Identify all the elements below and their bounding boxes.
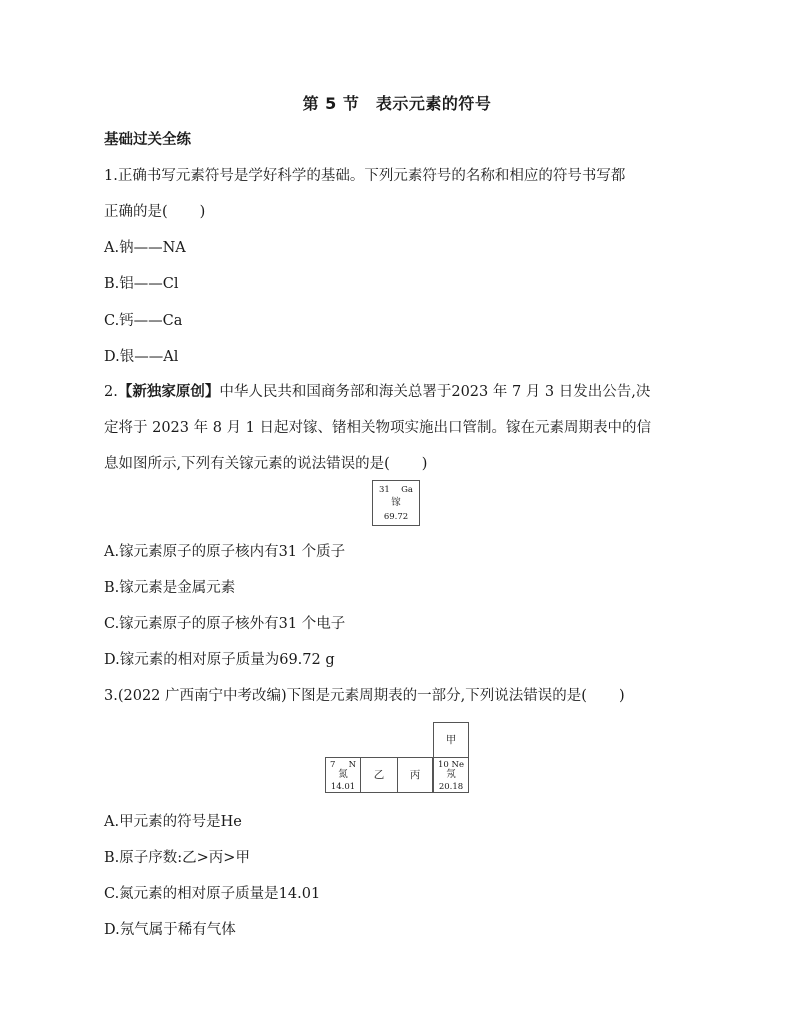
q2-stem-line2: 定将于 2023 年 8 月 1 日起对镓、锗相关物项实施出口管制。镓在元素周期表中的信 [104,420,652,436]
table-cell-yi [360,757,398,793]
q2-number: 2. [104,384,118,400]
q1-stem-line2 [104,200,205,221]
q2-option-c: C.镓元素原子的原子核外有31 个电子 [104,616,346,632]
q2-stem-close: ) [421,456,428,472]
q1-option-d: D.银——Al [104,349,179,365]
q3-option-b: B.原子序数:乙>丙>甲 [104,850,250,866]
q3-option-a: A.甲元素的符号是He [104,814,242,830]
ga-name: 镓 [391,497,401,508]
q1-stem-line1: 1.正确书写元素符号是学好科学的基础。下列元素符号的名称和相应的符号书写都 [104,168,626,184]
q1-stem-close: ) [199,204,206,220]
q3-stem-close: ) [618,688,625,704]
q3-stem [104,684,625,705]
q1-stem-text: 正确的是( [104,204,168,220]
page-title: 第 5 节 表示元素的符号 [302,94,492,113]
table-cell-jia [433,722,469,758]
q3-option-d: D.氖气属于稀有气体 [104,922,236,938]
ne-mass: 20.18 [438,782,464,792]
n-mass: 14.01 [330,782,356,792]
ne-atomic-number: 10 [438,760,449,770]
section-heading: 基础过关全练 [104,132,191,148]
ne-name: 氖 [446,769,456,780]
table-cell-nitrogen [325,757,361,793]
q2-stem-text: 息如图所示,下列有关镓元素的说法错误的是( [104,456,390,472]
ga-symbol: Ga [401,485,413,495]
q2-option-d: D.镓元素的相对原子质量为69.72 g [104,652,335,668]
q2-option-a: A.镓元素原子的原子核内有31 个质子 [104,544,346,560]
q2-option-b: B.镓元素是金属元素 [104,580,236,596]
ga-mass: 69.72 [383,512,409,522]
q1-option-a: A.钠——NA [104,240,186,256]
q3-stem-text: 3.(2022 广西南宁中考改编)下图是元素周期表的一部分,下列说法错误的是( [104,688,587,704]
table-cell-bing [397,757,433,793]
cell-label: 乙 [373,769,385,781]
q3-option-c: C.氮元素的相对原子质量是14.01 [104,886,321,902]
q2-stem-line1-rest: 中华人民共和国商务部和海关总署于2023 年 7 月 3 日发出公告,决 [219,384,651,400]
q1-option-c: C.钙——Ca [104,313,183,329]
q2-tag: 【新独家原创】 [117,384,220,400]
n-atomic-number: 7 [330,760,336,770]
table-cell-neon [433,757,469,793]
n-name: 氮 [338,769,348,780]
ne-symbol: Ne [451,760,464,770]
q2-stem-line1 [104,380,650,401]
ga-atomic-number: 31 [379,485,390,495]
n-symbol: N [348,760,356,770]
cell-label: 丙 [409,769,421,781]
cell-label: 甲 [445,734,457,746]
gallium-element-card [372,480,420,526]
q1-option-b: B.铝——Cl [104,276,179,292]
q2-stem-line3 [104,452,427,473]
